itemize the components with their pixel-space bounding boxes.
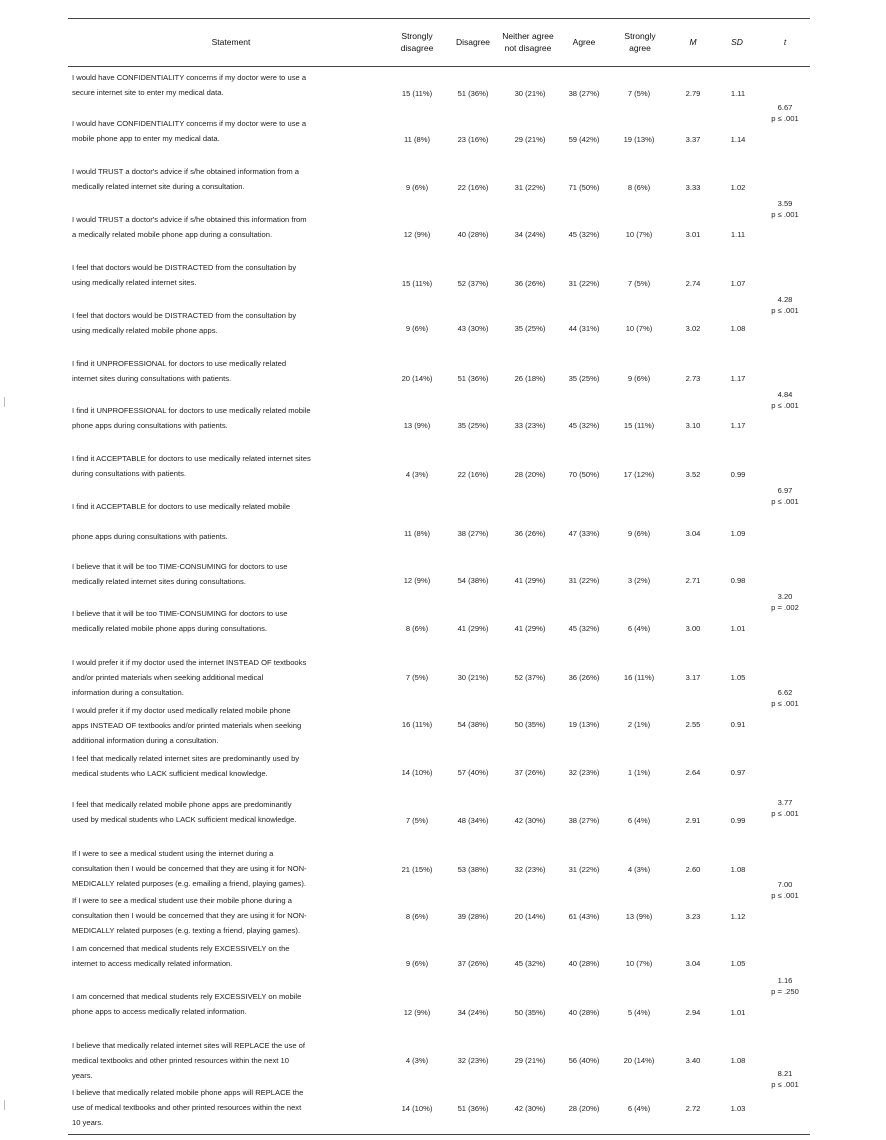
- header-strongly-disagree: Strongly disagree: [400, 31, 434, 53]
- statement-text: I would TRUST a doctor's advice if s/he obtained this information from a medically related mobile phone app during a consultation.: [72, 215, 307, 239]
- header-strongly-agree: Strongly agree: [624, 31, 656, 53]
- cell-agree: 31 (22%): [568, 279, 600, 288]
- cell-disagree: 37 (26%): [457, 959, 489, 968]
- cell-neither: 42 (30%): [514, 1104, 546, 1113]
- t-value: 6.62: [777, 688, 793, 697]
- cell-strongly-agree: 16 (11%): [623, 673, 655, 682]
- cell-disagree: 35 (25%): [457, 421, 489, 430]
- cell-agree: 28 (20%): [568, 1104, 600, 1113]
- cell-neither: 26 (18%): [514, 374, 546, 383]
- cell-agree: 40 (28%): [568, 959, 600, 968]
- cell-strongly-disagree: 14 (10%): [401, 1104, 433, 1113]
- cell-strongly-disagree: 11 (8%): [403, 529, 431, 538]
- cell-disagree: 39 (28%): [457, 912, 489, 921]
- cell-strongly-disagree: 9 (6%): [405, 324, 429, 333]
- cell-neither: 30 (21%): [514, 89, 546, 98]
- cell-strongly-agree: 1 (1%): [627, 768, 651, 777]
- cell-strongly-disagree: 9 (6%): [405, 183, 429, 192]
- cell-neither: 50 (35%): [514, 720, 546, 729]
- header-t: t: [783, 37, 787, 47]
- cell-sd: 1.17: [730, 421, 746, 430]
- header-neither: Neither agree not disagree: [502, 31, 554, 53]
- cell-neither: 41 (29%): [514, 576, 546, 585]
- p-value: p ≤ .001: [771, 210, 799, 219]
- statement-text: I feel that medically related mobile phone apps are predominantly used by medical students who LACK sufficient medical knowledge.: [72, 800, 297, 824]
- cell-disagree: 34 (24%): [457, 1008, 489, 1017]
- cell-agree: 40 (28%): [568, 1008, 600, 1017]
- statement-text: I am concerned that medical students rely EXCESSIVELY on mobile phone apps to access medically related information.: [72, 992, 302, 1016]
- cell-strongly-disagree: 15 (11%): [401, 89, 433, 98]
- statement-text: I believe that medically related internet sites will REPLACE the use of medical textbooks and other printed resources within the next 10 years.: [72, 1041, 305, 1080]
- statement-text: I find it ACCEPTABLE for doctors to use medically related mobile phone apps during consultations with patients.: [72, 502, 291, 541]
- cell-mean: 2.55: [685, 720, 701, 729]
- cell-sd: 1.01: [730, 624, 746, 633]
- cell-disagree: 54 (38%): [457, 576, 489, 585]
- cell-disagree: 41 (29%): [457, 624, 489, 633]
- cell-sd: 1.02: [730, 183, 746, 192]
- cell-strongly-agree: 4 (3%): [627, 865, 651, 874]
- cell-strongly-agree: 9 (6%): [627, 529, 651, 538]
- cell-disagree: 22 (16%): [457, 183, 489, 192]
- cell-disagree: 22 (16%): [457, 470, 489, 479]
- cell-strongly-disagree: 8 (6%): [405, 912, 429, 921]
- t-test-result: [760, 485, 810, 507]
- header-mean: M: [689, 37, 697, 47]
- statement-text: I would prefer it if my doctor used medically related mobile phone apps INSTEAD OF textbooks and/or printed materials when seeking additional information during a consultation.: [72, 706, 302, 745]
- p-value: p ≤ .001: [771, 809, 799, 818]
- cell-agree: 71 (50%): [568, 183, 600, 192]
- cell-sd: 1.11: [730, 230, 746, 239]
- cell-mean: 3.10: [685, 421, 701, 430]
- cell-strongly-agree: 6 (4%): [627, 1104, 651, 1113]
- header-agree: Agree: [572, 37, 596, 47]
- cell-strongly-disagree: 11 (8%): [403, 135, 431, 144]
- cell-agree: 47 (33%): [568, 529, 600, 538]
- cell-neither: 45 (32%): [514, 959, 546, 968]
- cell-agree: 31 (22%): [568, 865, 600, 874]
- cell-mean: 3.00: [685, 624, 701, 633]
- cell-strongly-disagree: 16 (11%): [401, 720, 433, 729]
- cell-disagree: 57 (40%): [457, 768, 489, 777]
- cell-strongly-disagree: 12 (9%): [403, 1008, 431, 1017]
- cell-strongly-agree: 6 (4%): [627, 816, 651, 825]
- statement-text: If I were to see a medical student use their mobile phone during a consultation then I would be concerned that they are using it for NON- MEDICALLY related purposes (e.g. texting a friend, playing games).: [72, 896, 307, 935]
- statement-text: I find it ACCEPTABLE for doctors to use medically related internet sites during consultations with patients.: [72, 454, 311, 478]
- statement-text: I feel that medically related internet sites are predominantly used by medical students who LACK sufficient medical knowledge.: [72, 754, 300, 778]
- t-value: 3.77: [777, 798, 793, 807]
- cell-mean: 2.91: [685, 816, 701, 825]
- cell-sd: 1.12: [730, 912, 746, 921]
- t-test-result: [760, 198, 810, 220]
- cell-disagree: 23 (16%): [457, 135, 489, 144]
- cell-disagree: 43 (30%): [457, 324, 489, 333]
- cell-mean: 3.40: [685, 1056, 701, 1065]
- cell-strongly-disagree: 8 (6%): [405, 624, 429, 633]
- margin-mark: [4, 397, 5, 407]
- statement-text: I would have CONFIDENTIALITY concerns if my doctor were to use a secure internet site to enter my medical data.: [72, 73, 307, 97]
- cell-sd: 1.01: [730, 1008, 746, 1017]
- table-top-rule: [68, 18, 810, 19]
- statement-text: I would prefer it if my doctor used the internet INSTEAD OF textbooks and/or printed materials when seeking additional medical information during a consultation.: [72, 658, 307, 697]
- cell-neither: 31 (22%): [514, 183, 546, 192]
- cell-agree: 70 (50%): [568, 470, 600, 479]
- cell-agree: 32 (23%): [568, 768, 600, 777]
- cell-sd: 1.05: [730, 673, 746, 682]
- cell-mean: 2.64: [685, 768, 701, 777]
- t-test-result: [760, 102, 810, 124]
- p-value: p = .002: [771, 603, 799, 612]
- cell-strongly-agree: 8 (6%): [627, 183, 651, 192]
- cell-disagree: 53 (38%): [457, 865, 489, 874]
- cell-mean: 3.17: [685, 673, 701, 682]
- cell-mean: 3.52: [685, 470, 701, 479]
- cell-strongly-agree: 10 (7%): [625, 230, 653, 239]
- cell-disagree: 54 (38%): [457, 720, 489, 729]
- cell-strongly-agree: 5 (4%): [627, 1008, 651, 1017]
- statement-text: I would have CONFIDENTIALITY concerns if my doctor were to use a mobile phone app to enter my medical data.: [72, 119, 307, 143]
- header-disagree: Disagree: [455, 37, 491, 47]
- cell-agree: 36 (26%): [568, 673, 600, 682]
- cell-mean: 3.01: [685, 230, 701, 239]
- cell-disagree: 51 (36%): [457, 374, 489, 383]
- statement-text: I believe that it will be too TIME-CONSUMING for doctors to use medically related mobile phone apps during consultations.: [72, 609, 288, 633]
- cell-mean: 2.71: [685, 576, 701, 585]
- cell-mean: 3.37: [685, 135, 701, 144]
- cell-agree: 45 (32%): [568, 421, 600, 430]
- cell-disagree: 30 (21%): [457, 673, 489, 682]
- cell-disagree: 32 (23%): [457, 1056, 489, 1065]
- cell-neither: 28 (20%): [514, 470, 546, 479]
- p-value: p ≤ .001: [771, 497, 799, 506]
- statement-text: I feel that doctors would be DISTRACTED from the consultation by using medically related internet sites.: [72, 263, 297, 287]
- t-value: 3.20: [777, 592, 793, 601]
- p-value: p ≤ .001: [771, 699, 799, 708]
- cell-neither: 35 (25%): [514, 324, 546, 333]
- cell-disagree: 52 (37%): [457, 279, 489, 288]
- t-test-result: [760, 975, 810, 997]
- cell-neither: 42 (30%): [514, 816, 546, 825]
- cell-neither: 32 (23%): [514, 865, 546, 874]
- cell-neither: 50 (35%): [514, 1008, 546, 1017]
- t-test-result: [760, 797, 810, 819]
- cell-agree: 19 (13%): [568, 720, 600, 729]
- cell-mean: 2.74: [685, 279, 701, 288]
- p-value: p ≤ .001: [771, 401, 799, 410]
- cell-neither: 29 (21%): [514, 1056, 546, 1065]
- cell-strongly-disagree: 12 (9%): [403, 576, 431, 585]
- cell-mean: 2.73: [685, 374, 701, 383]
- cell-mean: 3.02: [685, 324, 701, 333]
- cell-mean: 2.60: [685, 865, 701, 874]
- t-test-result: [760, 1068, 810, 1090]
- cell-agree: 61 (43%): [568, 912, 600, 921]
- cell-disagree: 51 (36%): [457, 89, 489, 98]
- cell-sd: 1.09: [730, 529, 746, 538]
- cell-sd: 0.91: [730, 720, 746, 729]
- cell-agree: 45 (32%): [568, 624, 600, 633]
- t-value: 6.67: [777, 103, 793, 112]
- statement-text: If I were to see a medical student using the internet during a consultation then I would be concerned that they are using it for NON- MEDICALLY related purposes (e.g. emailing a friend, playing games).: [72, 849, 307, 888]
- t-test-result: [760, 687, 810, 709]
- p-value: p = .250: [771, 987, 799, 996]
- header-statement: Statement: [211, 37, 251, 47]
- statement-text: I find it UNPROFESSIONAL for doctors to use medically related internet sites during consultations with patients.: [72, 359, 287, 383]
- cell-mean: 3.23: [685, 912, 701, 921]
- cell-strongly-agree: 13 (9%): [625, 912, 653, 921]
- cell-neither: 37 (26%): [514, 768, 546, 777]
- statement-text: I believe that medically related mobile phone apps will REPLACE the use of medical textbooks and other printed resources within the next 10 years.: [72, 1088, 304, 1127]
- cell-sd: 0.97: [730, 768, 746, 777]
- cell-strongly-agree: 15 (11%): [623, 421, 655, 430]
- cell-strongly-disagree: 14 (10%): [401, 768, 433, 777]
- cell-sd: 0.99: [730, 816, 746, 825]
- cell-sd: 1.17: [730, 374, 746, 383]
- cell-strongly-agree: 7 (5%): [627, 89, 651, 98]
- p-value: p ≤ .001: [771, 891, 799, 900]
- cell-sd: 1.08: [730, 324, 746, 333]
- t-value: 3.59: [777, 199, 793, 208]
- cell-sd: 0.99: [730, 470, 746, 479]
- t-value: 4.28: [777, 295, 793, 304]
- cell-strongly-agree: 10 (7%): [625, 959, 653, 968]
- statement-text: I feel that doctors would be DISTRACTED from the consultation by using medically related mobile phone apps.: [72, 311, 297, 335]
- cell-strongly-disagree: 4 (3%): [405, 470, 429, 479]
- header-sd: SD: [731, 37, 743, 47]
- cell-agree: 45 (32%): [568, 230, 600, 239]
- statement-text: I believe that it will be too TIME-CONSUMING for doctors to use medically related internet sites during consultations.: [72, 562, 288, 586]
- cell-sd: 1.03: [730, 1104, 746, 1113]
- cell-strongly-agree: 20 (14%): [623, 1056, 655, 1065]
- t-value: 8.21: [777, 1069, 793, 1078]
- cell-strongly-disagree: 9 (6%): [405, 959, 429, 968]
- cell-sd: 1.08: [730, 865, 746, 874]
- cell-agree: 56 (40%): [568, 1056, 600, 1065]
- cell-agree: 59 (42%): [568, 135, 600, 144]
- cell-disagree: 51 (36%): [457, 1104, 489, 1113]
- cell-agree: 44 (31%): [568, 324, 600, 333]
- cell-mean: 2.72: [685, 1104, 701, 1113]
- cell-mean: 2.94: [685, 1008, 701, 1017]
- cell-strongly-agree: 7 (5%): [627, 279, 651, 288]
- t-test-result: [760, 591, 810, 613]
- table-header-rule: [68, 66, 810, 67]
- cell-strongly-disagree: 7 (5%): [405, 816, 429, 825]
- cell-mean: 2.79: [685, 89, 701, 98]
- cell-strongly-agree: 2 (1%): [627, 720, 651, 729]
- cell-strongly-disagree: 13 (9%): [403, 421, 431, 430]
- p-value: p ≤ .001: [771, 114, 799, 123]
- cell-agree: 31 (22%): [568, 576, 600, 585]
- statement-text: I find it UNPROFESSIONAL for doctors to use medically related mobile phone apps during consultations with patients.: [72, 406, 311, 430]
- statement-text: I am concerned that medical students rely EXCESSIVELY on the internet to access medically related information.: [72, 944, 290, 968]
- cell-sd: 1.11: [730, 89, 746, 98]
- p-value: p ≤ .001: [771, 306, 799, 315]
- cell-strongly-agree: 9 (6%): [627, 374, 651, 383]
- table-bottom-rule: [68, 1134, 810, 1135]
- statement-text: I would TRUST a doctor's advice if s/he obtained information from a medically related internet site during a consultation.: [72, 167, 299, 191]
- t-value: 6.97: [777, 486, 793, 495]
- cell-mean: 3.04: [685, 529, 701, 538]
- cell-disagree: 38 (27%): [457, 529, 489, 538]
- cell-strongly-disagree: 4 (3%): [405, 1056, 429, 1065]
- cell-mean: 3.04: [685, 959, 701, 968]
- cell-sd: 1.08: [730, 1056, 746, 1065]
- cell-agree: 35 (25%): [568, 374, 600, 383]
- cell-strongly-disagree: 15 (11%): [401, 279, 433, 288]
- cell-sd: 1.05: [730, 959, 746, 968]
- cell-strongly-agree: 3 (2%): [627, 576, 651, 585]
- cell-strongly-agree: 6 (4%): [627, 624, 651, 633]
- cell-strongly-agree: 10 (7%): [625, 324, 653, 333]
- t-value: 1.16: [777, 976, 793, 985]
- cell-neither: 34 (24%): [514, 230, 546, 239]
- cell-neither: 41 (29%): [514, 624, 546, 633]
- cell-strongly-disagree: 21 (15%): [401, 865, 433, 874]
- cell-agree: 38 (27%): [568, 89, 600, 98]
- cell-sd: 1.07: [730, 279, 746, 288]
- t-value: 7.00: [777, 880, 793, 889]
- cell-neither: 29 (21%): [514, 135, 546, 144]
- cell-strongly-disagree: 12 (9%): [403, 230, 431, 239]
- cell-strongly-agree: 17 (12%): [623, 470, 655, 479]
- cell-disagree: 40 (28%): [457, 230, 489, 239]
- cell-sd: 1.14: [730, 135, 746, 144]
- cell-disagree: 48 (34%): [457, 816, 489, 825]
- cell-mean: 3.33: [685, 183, 701, 192]
- t-test-result: [760, 389, 810, 411]
- cell-sd: 0.98: [730, 576, 746, 585]
- t-test-result: [760, 879, 810, 901]
- cell-strongly-agree: 19 (13%): [623, 135, 655, 144]
- cell-neither: 36 (26%): [514, 279, 546, 288]
- margin-mark: [4, 1100, 5, 1110]
- t-test-result: [760, 294, 810, 316]
- cell-neither: 33 (23%): [514, 421, 546, 430]
- cell-agree: 38 (27%): [568, 816, 600, 825]
- p-value: p ≤ .001: [771, 1080, 799, 1089]
- cell-neither: 52 (37%): [514, 673, 546, 682]
- cell-strongly-disagree: 20 (14%): [401, 374, 433, 383]
- cell-neither: 20 (14%): [514, 912, 546, 921]
- cell-neither: 36 (26%): [514, 529, 546, 538]
- cell-strongly-disagree: 7 (5%): [405, 673, 429, 682]
- t-value: 4.84: [777, 390, 793, 399]
